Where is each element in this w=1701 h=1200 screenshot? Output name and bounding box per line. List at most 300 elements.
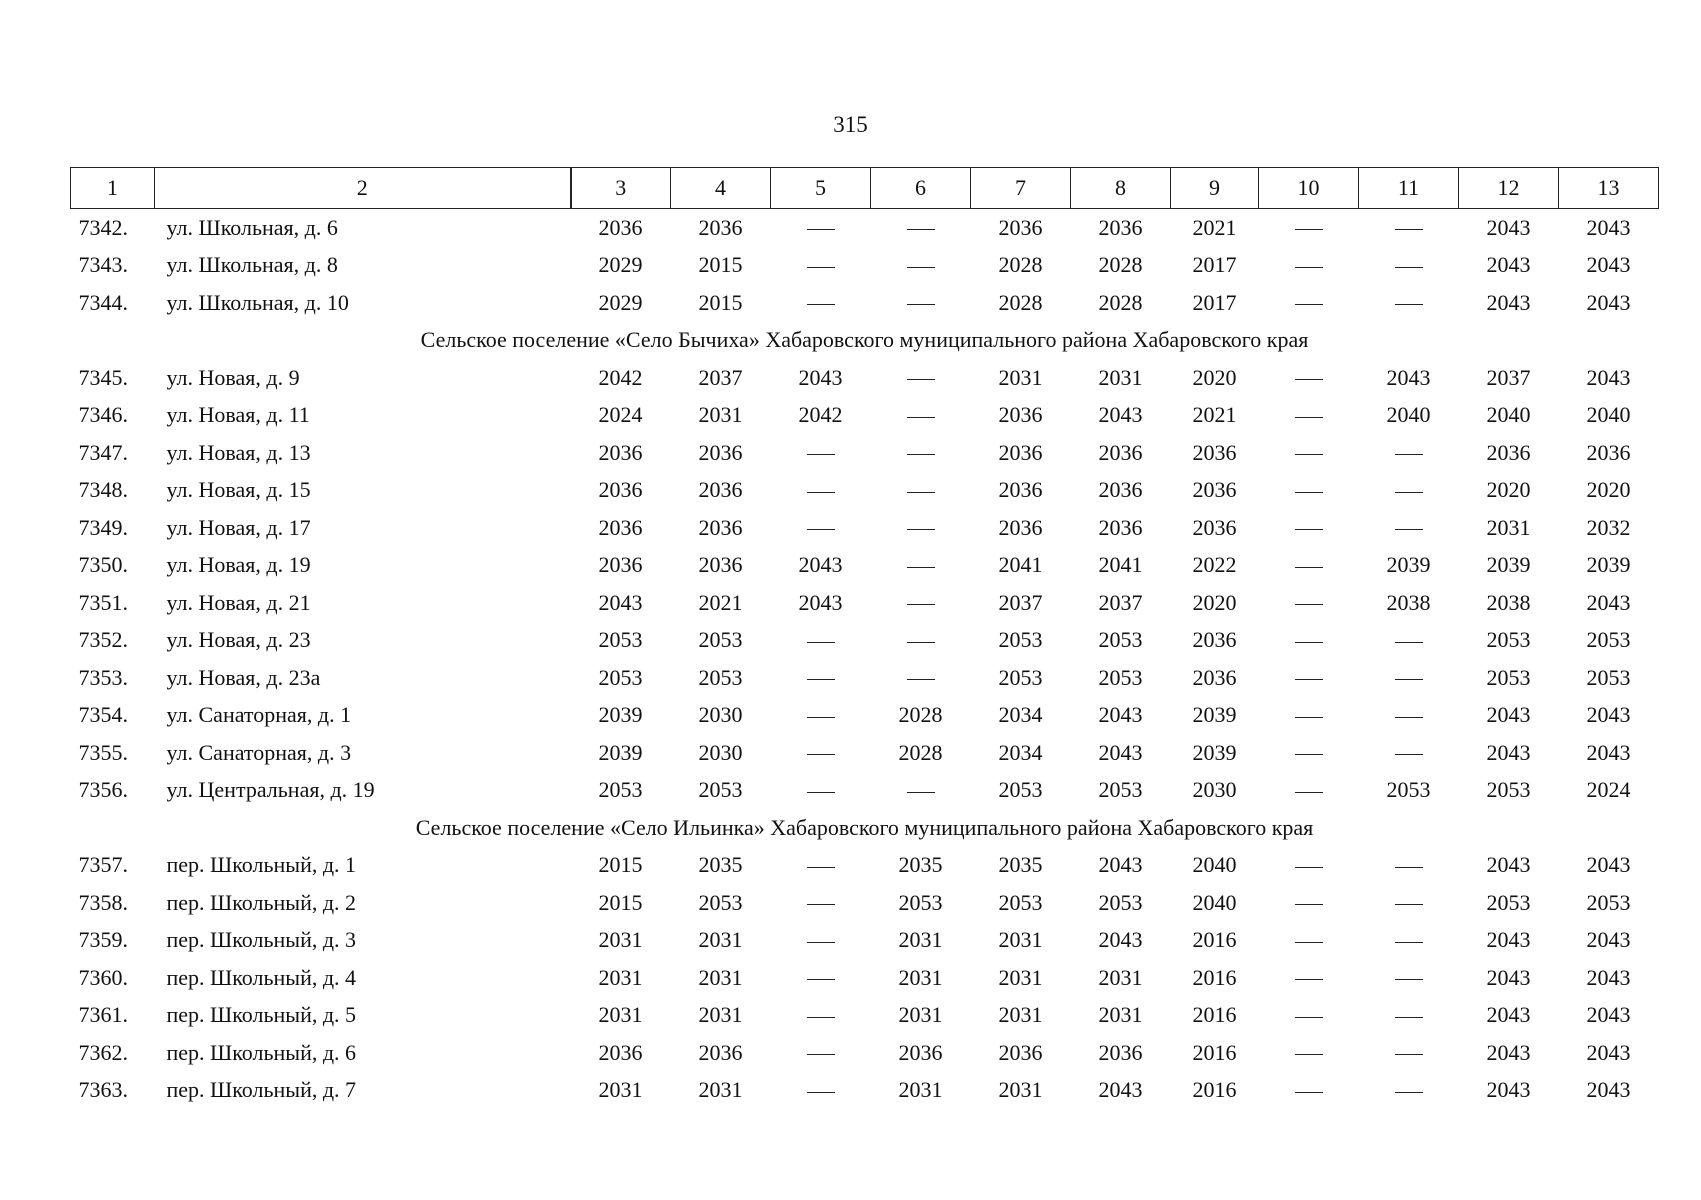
dash-mark [1395, 229, 1423, 230]
year-cell: 2034 [998, 702, 1043, 728]
empty-dash-cell [771, 922, 871, 960]
year-cell: 2043 [1098, 852, 1143, 878]
year-cell: 2037 [1486, 364, 1531, 390]
empty-dash-cell [771, 1034, 871, 1072]
year-cell: 2053 [1586, 664, 1631, 690]
header-row [71, 168, 1659, 209]
dash-mark [807, 529, 835, 530]
dash-mark [1295, 529, 1323, 530]
year-cell: 2031 [598, 927, 643, 953]
empty-dash-cell [1259, 884, 1359, 922]
dash-mark [1295, 942, 1323, 943]
row-number: 7350. [78, 552, 128, 578]
year-cell: 2030 [1192, 777, 1237, 803]
year-cell: 2036 [698, 439, 743, 465]
year-cell: 2053 [1486, 889, 1531, 915]
address-cell: ул. Новая, д. 23а [166, 664, 321, 690]
table-row [71, 584, 1659, 622]
address-cell: ул. Центральная, д. 19 [166, 777, 375, 803]
year-cell: 2053 [598, 777, 643, 803]
year-cell: 2053 [1098, 777, 1143, 803]
dash-mark [807, 979, 835, 980]
year-cell: 2043 [1586, 364, 1631, 390]
empty-dash-cell [1259, 359, 1359, 397]
year-cell: 2053 [598, 627, 643, 653]
year-cell: 2020 [1486, 477, 1531, 503]
year-cell: 2043 [1586, 964, 1631, 990]
dash-mark [1295, 267, 1323, 268]
year-cell: 2031 [598, 964, 643, 990]
year-cell: 2036 [598, 1039, 643, 1065]
year-cell: 2053 [698, 777, 743, 803]
row-number: 7358. [78, 889, 128, 915]
empty-dash-cell [871, 472, 971, 510]
table-row [71, 997, 1659, 1035]
year-cell: 2029 [598, 289, 643, 315]
row-number: 7357. [78, 852, 128, 878]
empty-dash-cell [871, 397, 971, 435]
empty-dash-cell [1359, 734, 1459, 772]
dash-mark [1395, 1092, 1423, 1093]
year-cell: 2053 [998, 664, 1043, 690]
year-cell: 2036 [598, 439, 643, 465]
dash-mark [807, 679, 835, 680]
empty-dash-cell [871, 772, 971, 810]
year-cell: 2024 [1586, 777, 1631, 803]
table-row [71, 359, 1659, 397]
year-cell: 2042 [598, 364, 643, 390]
year-cell: 2036 [698, 214, 743, 240]
year-cell: 2036 [1486, 439, 1531, 465]
empty-dash-cell [1359, 959, 1459, 997]
dash-mark [1395, 1054, 1423, 1055]
dash-mark [1395, 454, 1423, 455]
year-cell: 2016 [1192, 1077, 1237, 1103]
year-cell: 2053 [1486, 777, 1531, 803]
year-cell: 2053 [1386, 777, 1431, 803]
table-row [71, 509, 1659, 547]
empty-dash-cell [771, 884, 871, 922]
column-header: 11 [1359, 168, 1459, 209]
empty-dash-cell [1259, 922, 1359, 960]
year-cell: 2036 [898, 1039, 943, 1065]
year-cell: 2043 [1586, 852, 1631, 878]
year-cell: 2041 [1098, 552, 1143, 578]
dash-mark [807, 492, 835, 493]
dash-mark [907, 229, 935, 230]
year-cell: 2053 [898, 889, 943, 915]
empty-dash-cell [1259, 622, 1359, 660]
year-cell: 2043 [1586, 1077, 1631, 1103]
address-cell: пер. Школьный, д. 7 [166, 1077, 357, 1103]
year-cell: 2043 [1486, 1077, 1531, 1103]
empty-dash-cell [1259, 1072, 1359, 1110]
year-cell: 2040 [1192, 889, 1237, 915]
year-cell: 2043 [798, 589, 843, 615]
year-cell: 2043 [1486, 1002, 1531, 1028]
empty-dash-cell [1259, 697, 1359, 735]
year-cell: 2043 [798, 364, 843, 390]
year-cell: 2043 [1486, 252, 1531, 278]
year-cell: 2043 [1586, 702, 1631, 728]
row-number: 7356. [78, 777, 128, 803]
year-cell: 2039 [598, 702, 643, 728]
address-cell: ул. Новая, д. 19 [166, 552, 311, 578]
dash-mark [807, 942, 835, 943]
dash-mark [1295, 717, 1323, 718]
address-cell: ул. Новая, д. 21 [166, 589, 311, 615]
empty-dash-cell [1259, 434, 1359, 472]
empty-dash-cell [1359, 509, 1459, 547]
empty-dash-cell [1259, 1034, 1359, 1072]
column-header: 12 [1459, 168, 1559, 209]
year-cell: 2031 [1098, 964, 1143, 990]
year-cell: 2030 [698, 702, 743, 728]
year-cell: 2020 [1192, 364, 1237, 390]
empty-dash-cell [1359, 209, 1459, 247]
empty-dash-cell [771, 472, 871, 510]
table-row [71, 697, 1659, 735]
dash-mark [1295, 792, 1323, 793]
year-cell: 2038 [1386, 589, 1431, 615]
year-cell: 2040 [1386, 402, 1431, 428]
year-cell: 2043 [1486, 852, 1531, 878]
year-cell: 2040 [1586, 402, 1631, 428]
year-cell: 2037 [1098, 589, 1143, 615]
empty-dash-cell [1259, 734, 1359, 772]
empty-dash-cell [1259, 472, 1359, 510]
empty-dash-cell [1359, 247, 1459, 285]
year-cell: 2016 [1192, 1002, 1237, 1028]
dash-mark [1295, 1017, 1323, 1018]
row-number: 7347. [78, 439, 128, 465]
dash-mark [1395, 904, 1423, 905]
row-number: 7344. [78, 289, 128, 315]
year-cell: 2036 [998, 477, 1043, 503]
year-cell: 2031 [998, 927, 1043, 953]
empty-dash-cell [1359, 434, 1459, 472]
year-cell: 2031 [998, 1002, 1043, 1028]
empty-dash-cell [871, 509, 971, 547]
year-cell: 2036 [698, 1039, 743, 1065]
year-cell: 2031 [998, 364, 1043, 390]
empty-dash-cell [871, 247, 971, 285]
empty-dash-cell [771, 284, 871, 322]
dash-mark [907, 304, 935, 305]
address-cell: пер. Школьный, д. 6 [166, 1039, 357, 1065]
year-cell: 2016 [1192, 1039, 1237, 1065]
dash-mark [1395, 304, 1423, 305]
empty-dash-cell [771, 509, 871, 547]
section-heading-row [71, 809, 1659, 847]
dash-mark [807, 792, 835, 793]
year-cell: 2017 [1192, 252, 1237, 278]
year-cell: 2043 [1486, 739, 1531, 765]
year-cell: 2036 [1192, 664, 1237, 690]
column-header: 13 [1559, 168, 1659, 209]
empty-dash-cell [871, 659, 971, 697]
dash-mark [1295, 1054, 1323, 1055]
dash-mark [1395, 267, 1423, 268]
year-cell: 2028 [998, 252, 1043, 278]
empty-dash-cell [771, 1072, 871, 1110]
year-cell: 2043 [1098, 739, 1143, 765]
address-cell: ул. Новая, д. 15 [166, 477, 311, 503]
year-cell: 2031 [1098, 364, 1143, 390]
year-cell: 2040 [1192, 852, 1237, 878]
address-cell: ул. Новая, д. 23 [166, 627, 311, 653]
year-cell: 2031 [898, 1077, 943, 1103]
dash-mark [1295, 379, 1323, 380]
year-cell: 2043 [1486, 289, 1531, 315]
address-cell: ул. Новая, д. 13 [166, 439, 311, 465]
row-number: 7349. [78, 514, 128, 540]
year-cell: 2043 [1486, 964, 1531, 990]
column-header: 3 [571, 168, 671, 209]
dash-mark [907, 492, 935, 493]
empty-dash-cell [1259, 959, 1359, 997]
empty-dash-cell [1359, 922, 1459, 960]
year-cell: 2036 [598, 552, 643, 578]
empty-dash-cell [1359, 659, 1459, 697]
year-cell: 2031 [698, 927, 743, 953]
year-cell: 2053 [698, 627, 743, 653]
dash-mark [1295, 642, 1323, 643]
year-cell: 2022 [1192, 552, 1237, 578]
page-number: 315 [833, 112, 868, 137]
year-cell: 2053 [1586, 889, 1631, 915]
year-cell: 2043 [1386, 364, 1431, 390]
empty-dash-cell [1359, 472, 1459, 510]
year-cell: 2043 [1586, 214, 1631, 240]
row-number: 7345. [78, 364, 128, 390]
dash-mark [807, 304, 835, 305]
year-cell: 2037 [998, 589, 1043, 615]
year-cell: 2041 [998, 552, 1043, 578]
year-cell: 2028 [898, 739, 943, 765]
address-cell: пер. Школьный, д. 4 [166, 964, 357, 990]
year-cell: 2028 [898, 702, 943, 728]
row-number: 7351. [78, 589, 128, 615]
table-row [71, 959, 1659, 997]
row-number: 7348. [78, 477, 128, 503]
section-title: Сельское поселение «Село Ильинка» Хабаровского муниципального района Хабаровского края [415, 814, 1314, 840]
address-cell: пер. Школьный, д. 5 [166, 1002, 357, 1028]
address-cell: ул. Санаторная, д. 3 [166, 739, 352, 765]
row-number: 7354. [78, 702, 128, 728]
dash-mark [1395, 642, 1423, 643]
empty-dash-cell [1359, 1034, 1459, 1072]
dash-mark [1295, 229, 1323, 230]
address-cell: ул. Новая, д. 17 [166, 514, 311, 540]
year-cell: 2036 [1192, 477, 1237, 503]
dash-mark [1295, 867, 1323, 868]
address-cell: ул. Новая, д. 11 [166, 402, 310, 428]
row-number: 7362. [78, 1039, 128, 1065]
year-cell: 2039 [1386, 552, 1431, 578]
dash-mark [1295, 304, 1323, 305]
empty-dash-cell [871, 584, 971, 622]
table-row [71, 734, 1659, 772]
year-cell: 2043 [1098, 402, 1143, 428]
row-number: 7346. [78, 402, 128, 428]
repair-schedule-table [70, 167, 1659, 1109]
table-row [71, 472, 1659, 510]
empty-dash-cell [1259, 584, 1359, 622]
year-cell: 2015 [698, 252, 743, 278]
dash-mark [1295, 454, 1323, 455]
year-cell: 2015 [598, 889, 643, 915]
year-cell: 2020 [1586, 477, 1631, 503]
year-cell: 2024 [598, 402, 643, 428]
year-cell: 2043 [1098, 702, 1143, 728]
dash-mark [1395, 679, 1423, 680]
table-row [71, 1034, 1659, 1072]
year-cell: 2015 [698, 289, 743, 315]
dash-mark [907, 529, 935, 530]
year-cell: 2031 [898, 964, 943, 990]
table-row [71, 847, 1659, 885]
dash-mark [807, 1092, 835, 1093]
address-cell: ул. Школьная, д. 10 [166, 289, 349, 315]
address-cell: пер. Школьный, д. 3 [166, 927, 357, 953]
dash-mark [907, 604, 935, 605]
dash-mark [1295, 754, 1323, 755]
year-cell: 2036 [1098, 1039, 1143, 1065]
year-cell: 2043 [598, 589, 643, 615]
empty-dash-cell [771, 659, 871, 697]
empty-dash-cell [771, 959, 871, 997]
year-cell: 2053 [1098, 627, 1143, 653]
year-cell: 2028 [998, 289, 1043, 315]
empty-dash-cell [1259, 547, 1359, 585]
year-cell: 2053 [998, 627, 1043, 653]
dash-mark [907, 267, 935, 268]
dash-mark [807, 229, 835, 230]
dash-mark [1295, 1092, 1323, 1093]
dash-mark [1395, 754, 1423, 755]
dash-mark [807, 717, 835, 718]
year-cell: 2017 [1192, 289, 1237, 315]
empty-dash-cell [871, 284, 971, 322]
year-cell: 2053 [1098, 889, 1143, 915]
column-header: 4 [671, 168, 771, 209]
table-row [71, 622, 1659, 660]
year-cell: 2036 [998, 514, 1043, 540]
year-cell: 2032 [1586, 514, 1631, 540]
year-cell: 2043 [1586, 289, 1631, 315]
empty-dash-cell [771, 247, 871, 285]
year-cell: 2036 [998, 1039, 1043, 1065]
table-row [71, 209, 1659, 247]
empty-dash-cell [771, 622, 871, 660]
year-cell: 2036 [1586, 439, 1631, 465]
dash-mark [1295, 979, 1323, 980]
year-cell: 2043 [1098, 927, 1143, 953]
dash-mark [907, 679, 935, 680]
dash-mark [1295, 604, 1323, 605]
empty-dash-cell [1359, 884, 1459, 922]
row-number: 7342. [78, 214, 128, 240]
year-cell: 2043 [1586, 589, 1631, 615]
empty-dash-cell [771, 997, 871, 1035]
dash-mark [1295, 417, 1323, 418]
row-number: 7343. [78, 252, 128, 278]
dash-mark [1395, 529, 1423, 530]
empty-dash-cell [1259, 209, 1359, 247]
dash-mark [907, 417, 935, 418]
year-cell: 2043 [1098, 1077, 1143, 1103]
year-cell: 2036 [1192, 514, 1237, 540]
empty-dash-cell [1359, 697, 1459, 735]
year-cell: 2031 [1486, 514, 1531, 540]
column-header: 6 [871, 168, 971, 209]
dash-mark [907, 642, 935, 643]
dash-mark [807, 867, 835, 868]
year-cell: 2053 [1486, 627, 1531, 653]
year-cell: 2020 [1192, 589, 1237, 615]
year-cell: 2031 [698, 1077, 743, 1103]
row-number: 7353. [78, 664, 128, 690]
year-cell: 2036 [1098, 214, 1143, 240]
column-header: 1 [71, 168, 155, 209]
year-cell: 2039 [598, 739, 643, 765]
year-cell: 2036 [998, 439, 1043, 465]
year-cell: 2031 [698, 1002, 743, 1028]
table-row [71, 772, 1659, 810]
row-number: 7360. [78, 964, 128, 990]
year-cell: 2040 [1486, 402, 1531, 428]
year-cell: 2053 [998, 889, 1043, 915]
empty-dash-cell [1359, 847, 1459, 885]
year-cell: 2053 [698, 664, 743, 690]
table-row [71, 434, 1659, 472]
year-cell: 2043 [798, 552, 843, 578]
table-row [71, 397, 1659, 435]
empty-dash-cell [871, 622, 971, 660]
year-cell: 2043 [1586, 739, 1631, 765]
table-row [71, 922, 1659, 960]
year-cell: 2028 [1098, 252, 1143, 278]
dash-mark [1395, 717, 1423, 718]
dash-mark [1395, 492, 1423, 493]
year-cell: 2031 [1098, 1002, 1143, 1028]
row-number: 7361. [78, 1002, 128, 1028]
empty-dash-cell [871, 434, 971, 472]
year-cell: 2031 [598, 1077, 643, 1103]
year-cell: 2038 [1486, 589, 1531, 615]
year-cell: 2021 [1192, 402, 1237, 428]
year-cell: 2035 [998, 852, 1043, 878]
column-header: 7 [971, 168, 1071, 209]
year-cell: 2053 [598, 664, 643, 690]
year-cell: 2036 [1098, 439, 1143, 465]
empty-dash-cell [1259, 397, 1359, 435]
year-cell: 2043 [1486, 214, 1531, 240]
row-number: 7363. [78, 1077, 128, 1103]
empty-dash-cell [771, 734, 871, 772]
address-cell: пер. Школьный, д. 1 [166, 852, 357, 878]
table-row [71, 1072, 1659, 1110]
row-number: 7355. [78, 739, 128, 765]
year-cell: 2031 [698, 964, 743, 990]
dash-mark [907, 379, 935, 380]
dash-mark [907, 567, 935, 568]
empty-dash-cell [871, 209, 971, 247]
empty-dash-cell [1259, 847, 1359, 885]
year-cell: 2043 [1586, 927, 1631, 953]
year-cell: 2029 [598, 252, 643, 278]
